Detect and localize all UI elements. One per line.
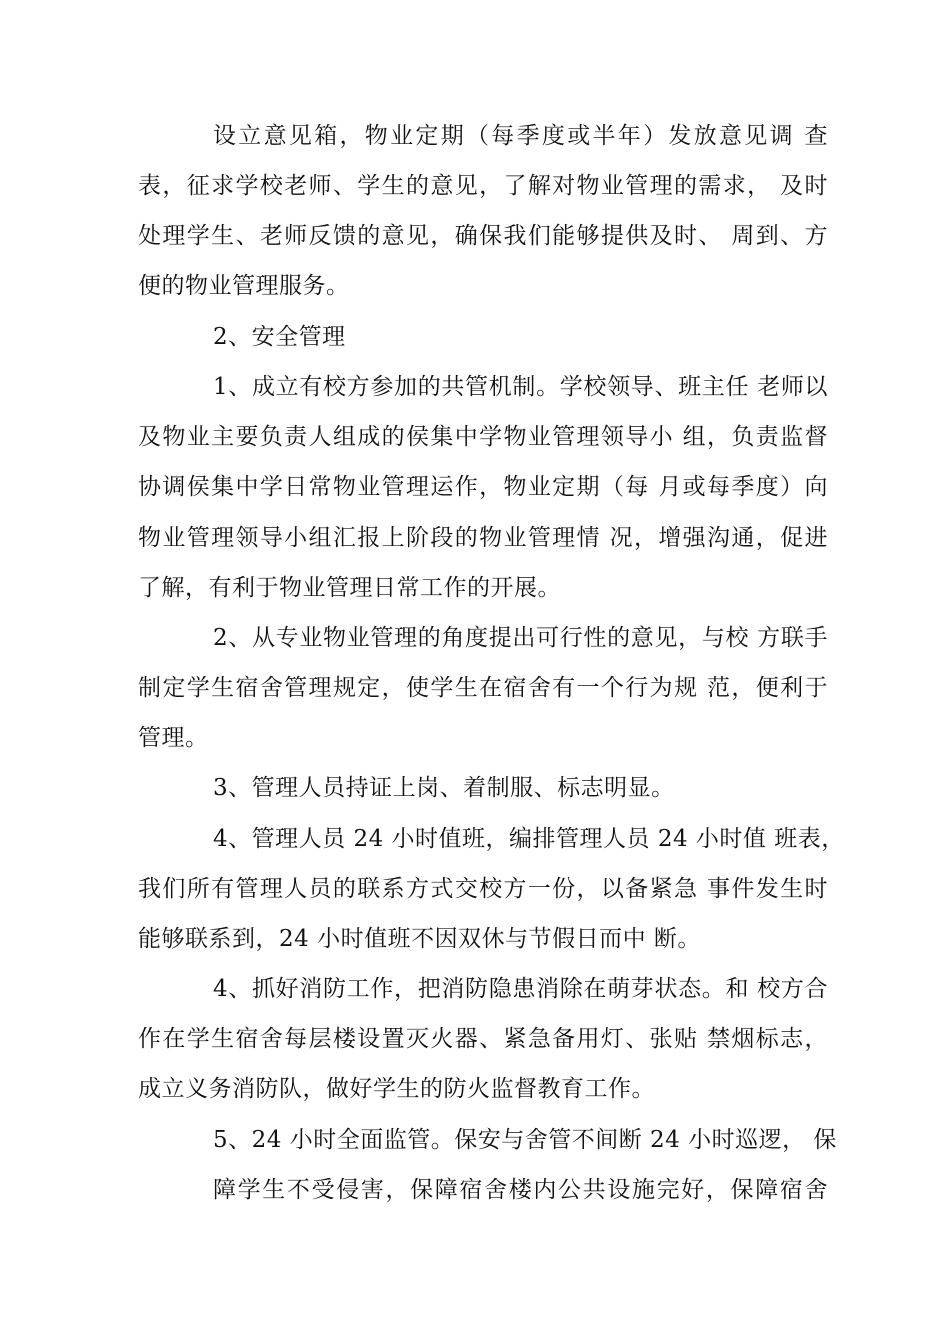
text-line: 能够联系到，24 小时值班不因双休与节假日而中 断。 — [138, 926, 701, 952]
text-line: 处理学生、老师反馈的意见，确保我们能够提供及时、 周到、方 — [138, 223, 828, 249]
text-line: 协调侯集中学日常物业管理运作，物业定期（每 月或每季度）向 — [138, 474, 828, 500]
text-line: 及物业主要负责人组成的侯集中学物业管理领导小 组，负责监督 — [138, 424, 828, 450]
text-line: 4、抓好消防工作，把消防隐患消除在萌芽状态。和 校方合 — [213, 976, 828, 1002]
text-line: 物业管理领导小组汇报上阶段的物业管理情 况，增强沟通，促进 — [138, 525, 828, 551]
text-line: 了解，有利于物业管理日常工作的开展。 — [138, 575, 561, 601]
text-line: 3、管理人员持证上岗、着制服、标志明显。 — [213, 775, 675, 801]
section-heading: 2、安全管理 — [213, 324, 346, 350]
text-line: 作在学生宿舍每层楼设置灭火器、紧急备用灯、张贴 禁烟标志， — [138, 1026, 828, 1052]
text-line: 设立意见箱，物业定期（每季度或半年）发放意见调 查 — [213, 123, 828, 149]
text-line: 管理。 — [138, 725, 209, 751]
text-line: 4、管理人员 24 小时值班，编排管理人员 24 小时值 班表， — [213, 826, 845, 852]
text-line: 障学生不受侵害，保障宿舍楼内公共设施完好，保障宿舍 — [213, 1177, 828, 1203]
text-line: 表，征求学校老师、学生的意见，了解对物业管理的需求， 及时 — [138, 173, 828, 199]
text-line: 1、成立有校方参加的共管机制。学校领导、班主任 老师以 — [213, 374, 828, 400]
text-line: 便的物业管理服务。 — [138, 273, 350, 299]
text-line: 制定学生宿舍管理规定，使学生在宿舍有一个行为规 范，便利于 — [138, 675, 828, 701]
text-line: 5、24 小时全面监管。保安与舍管不间断 24 小时巡逻， 保 — [213, 1127, 837, 1153]
text-line: 成立义务消防队，做好学生的防火监督教育工作。 — [138, 1076, 655, 1102]
text-line: 我们所有管理人员的联系方式交校方一份，以备紧急 事件发生时 — [138, 876, 828, 902]
text-line: 2、从专业物业管理的角度提出可行性的意见，与校 方联手 — [213, 625, 828, 651]
